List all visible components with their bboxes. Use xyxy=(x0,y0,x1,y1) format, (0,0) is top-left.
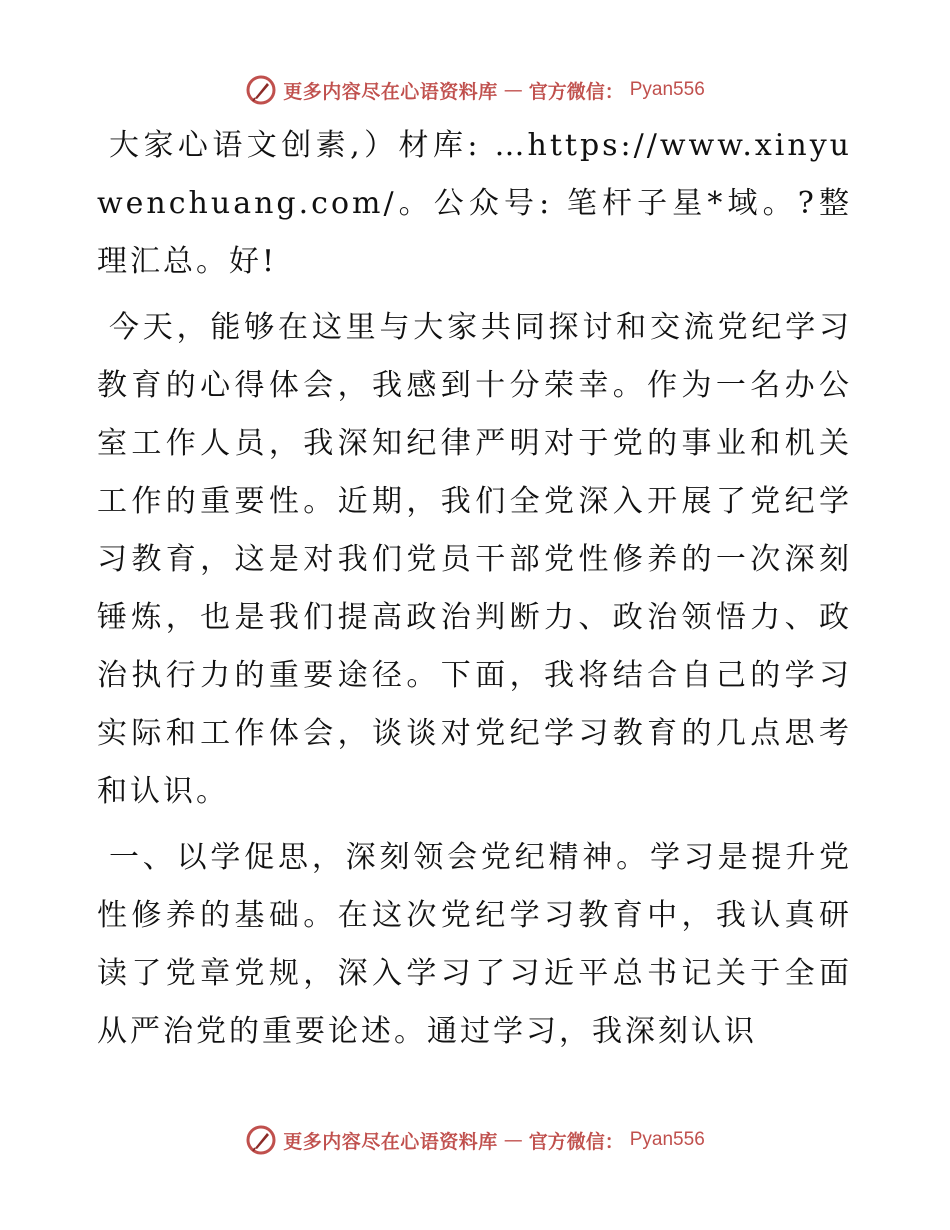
banner-slogan: 更多内容尽在心语资料库 xyxy=(283,1130,498,1153)
paragraph-intro: 大家心语文创素,）材库: …https://www.xinyuwenchuang.com/。公众号: 笔杆子星*域。?整理汇总。好! xyxy=(97,128,852,279)
header-banner xyxy=(0,70,950,110)
paragraph-opening: 今天，能够在这里与大家共同探讨和交流党纪学习教育的心得体会，我感到十分荣幸。作为一名办公室工作人员，我深知纪律严明对于党的事业和机关工作的重要性。近期，我们全党深入开展了党纪学习教育，这是对我们党员干部党性修养的一次深刻锤炼，也是我们提高政治判断力、政治领悟力、政治执行力的重要途径。下面，我将结合自己的学习实际和工作体会，谈谈对党纪学习教育的几点思考和认识。 xyxy=(97,310,852,809)
quill-circle-logo-icon xyxy=(245,74,277,106)
paragraph-section-one: 一、以学促思，深刻领会党纪精神。学习是提升党性修养的基础。在这次党纪学习教育中，我认真研读了党章党规，深入学习了习近平总书记关于全面从严治党的重要论述。通过学习，我深刻认识 xyxy=(97,840,852,1049)
banner-wechat-label: 官方微信： xyxy=(528,80,624,103)
document-body xyxy=(97,117,852,1069)
banner-wechat-id: Pyan556 xyxy=(629,79,705,100)
footer-banner xyxy=(0,1120,950,1160)
banner-separator: — xyxy=(503,79,523,101)
banner-wechat-id: Pyan556 xyxy=(629,1129,705,1150)
banner-separator: — xyxy=(503,1129,523,1151)
banner-slogan: 更多内容尽在心语资料库 xyxy=(283,80,498,103)
banner-wechat-label: 官方微信： xyxy=(528,1130,624,1153)
quill-circle-logo-icon xyxy=(245,1124,277,1156)
